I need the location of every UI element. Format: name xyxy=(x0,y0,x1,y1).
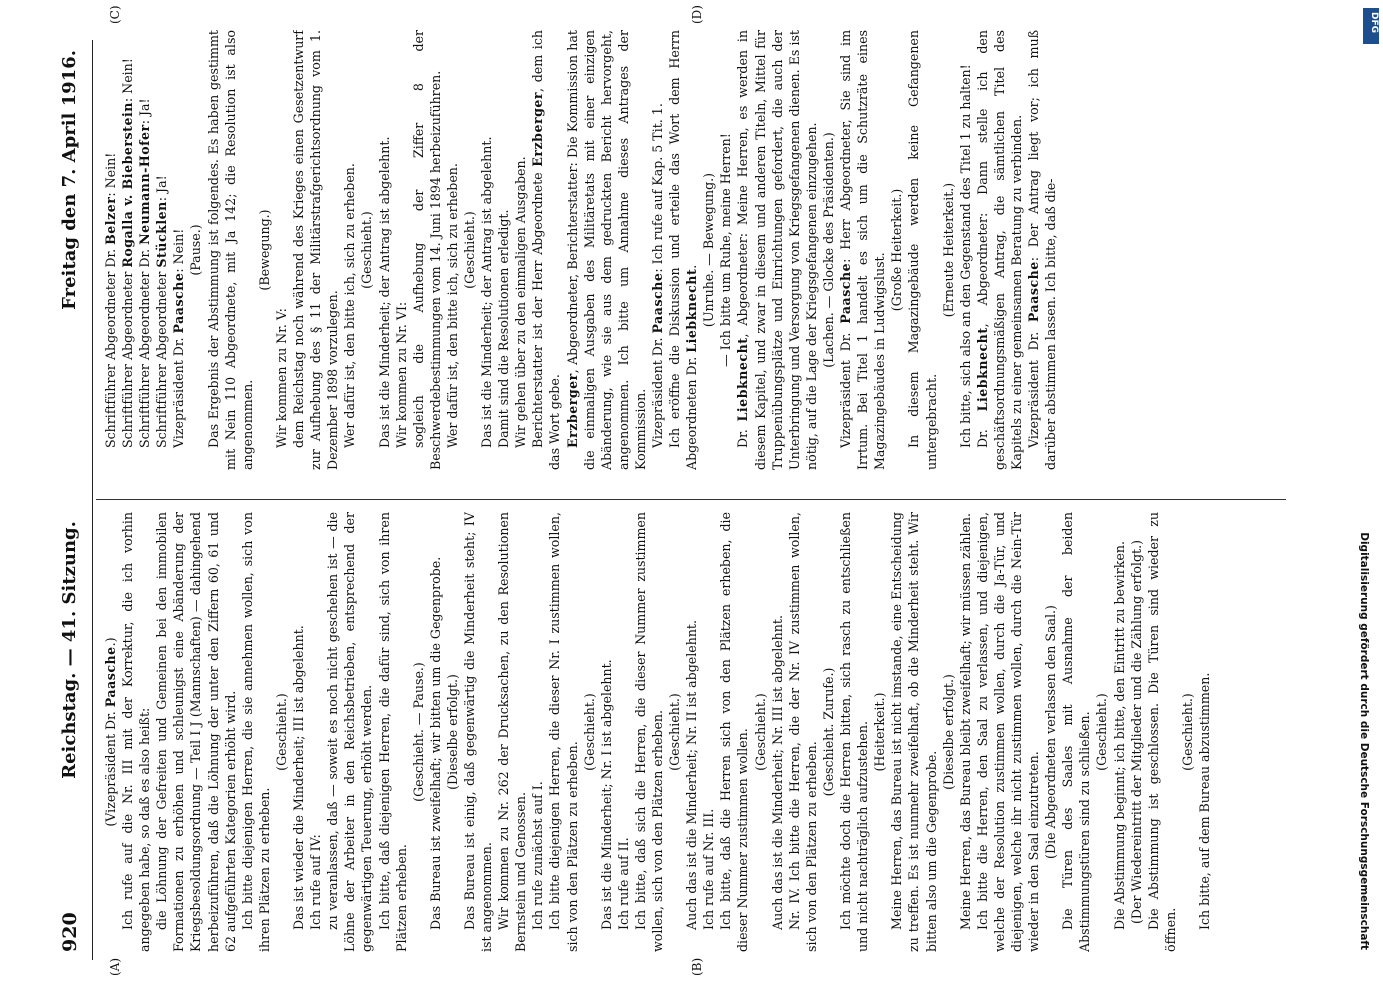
paragraph: Die Abstimmung beginnt; ich bitte, den Eintritt zu bewirken. xyxy=(1111,541,1127,930)
paragraph: Vizepräsident Dr. Paasche: Der Antrag liegt vor; ich muß darüber abstimmen lassen. Ich bitte, daß die- xyxy=(1026,30,1059,470)
stage-direction: (Geschieht.) xyxy=(273,693,289,771)
paragraph: Ich bitte diejenigen Herren, die sie annehmen wollen, sich von ihren Plätzen zu erheben. xyxy=(239,512,272,952)
paragraph: Wer dafür ist, den bitte ich, sich zu erheben. xyxy=(342,163,358,448)
stage-direction: (Vizepräsident Dr. Paasche.) xyxy=(103,637,118,827)
paragraph: Das Bureau ist einig, daß gegenwärtig die Minderheit steht; IV ist angenommen. xyxy=(461,512,495,952)
stage-direction: (Erneute Heiterkeit.) xyxy=(940,182,956,318)
paragraph: Ich rufe auf II. xyxy=(615,837,631,930)
paragraph: Ich bitte, daß diejenigen Herren, die dafür sind, sich von ihren Plätzen erheben. xyxy=(376,512,409,952)
digitization-credit xyxy=(1349,10,1379,1000)
paragraph: Wir gehen über zu den einmaligen Ausgaben. xyxy=(513,156,529,448)
paragraph: Meine Herren, das Bureau bleibt zweifelhaft; wir müssen zählen. xyxy=(957,512,973,930)
paragraph: Ich rufe zunächst auf I. xyxy=(530,781,546,930)
page-number: 920 xyxy=(59,912,81,952)
paragraph: Wir kommen zu Nr. VI: xyxy=(393,301,409,448)
paragraph: Das ist wieder die Minderheit; III ist abgelehnt. xyxy=(291,625,307,930)
paragraph: zu veranlassen, daß — soweit es noch nicht geschehen ist — die Löhne der Arbeiter in den Reichsbetrieben, entsprechend der gegenwärtigen Teuerung, erhöht werden. xyxy=(325,512,375,952)
page-header xyxy=(55,30,89,970)
stage-direction: (Geschieht.) xyxy=(461,211,477,289)
margin-marker-c: (C) xyxy=(108,5,122,24)
paragraph: Die Türen des Saales mit Ausnahme der beiden Abstimmungstüren sind zu schließen. xyxy=(1060,512,1093,952)
paragraph: Ich rufe auf Nr. III. xyxy=(701,808,717,930)
stage-direction: (Dieselbe erfolgt.) xyxy=(444,674,460,790)
left-column xyxy=(102,512,1282,952)
stage-direction: (Unruhe. — Bewegung.) xyxy=(701,172,717,328)
margin-marker-d: (D) xyxy=(690,5,704,24)
paragraph: Vizepräsident Dr. Paasche: Herr Abgeordneter, Sie sind im Irrtum. Bei Titel 1 handelt es sich um die Schutzräte eines Magazingebäudes in Ludwigslust. xyxy=(838,30,888,470)
paragraph: Dr. Liebknecht, Abgeordneter: Dann stelle ich den geschäftsordnungsmäßigen Antrag, die sämtlichen Titel des Kapitels zu einer gemeinsamen Beratung zu verbinden. xyxy=(974,30,1024,470)
paragraph: Ich rufe auf die Nr. III mit der Korrektur, die ich vorhin angegeben habe, so daß es also heißt: xyxy=(120,512,153,952)
paragraph: Berichterstatter ist der Herr Abgeordnete Erzberger, dem ich das Wort gebe. xyxy=(530,30,563,470)
paragraph: Auch das ist die Minderheit; Nr. III ist abgelehnt. xyxy=(769,615,785,930)
paragraph: Ich rufe auf IV: xyxy=(308,834,324,930)
paragraph: Damit sind die Resolutionen erledigt. xyxy=(496,209,512,448)
stage-direction: (Pause.) xyxy=(188,224,204,276)
stage-direction: (Bewegung.) xyxy=(256,209,272,291)
stage-direction: (Geschieht. — Pause.) xyxy=(410,662,426,802)
paragraph: Ich bitte, sich also an den Gegenstand des Titel 1 zu halten! xyxy=(957,64,973,448)
stage-direction: (Geschieht.) xyxy=(1179,693,1195,771)
paragraph: Schriftführer Abgeordneter Stücklen: Ja! xyxy=(154,175,170,448)
paragraph: Schriftführer Abgeordneter Dr. Belzer: Nein! xyxy=(103,152,118,448)
stage-direction: — Ich bitte um Ruhe, meine Herren! xyxy=(718,133,734,367)
paragraph: Vizepräsident Dr. Paasche: Nein! xyxy=(171,228,187,448)
stage-direction: (Lachen. — Glocke des Präsidenten.) xyxy=(820,132,836,368)
paragraph: Ich bitte, daß die Herren sich von den Plätzen erheben, die dieser Nummer zustimmen wollen. xyxy=(718,512,751,952)
margin-marker-b: (B) xyxy=(690,957,704,976)
column-divider xyxy=(96,499,1286,500)
paragraph: sogleich die Aufhebung der Ziffer 8 der Beschwerdebestimmungen vom 14. Juni 1894 herbeizuführen. xyxy=(410,30,443,470)
stage-direction: (Heiterkeit.) xyxy=(872,692,888,772)
paragraph: In diesem Magazingebäude werden keine Gefangenen untergebracht. xyxy=(906,30,939,470)
paragraph: dem Reichstag noch während des Krieges einen Gesetzentwurf zur Aufhebung des § 11 der Militärstrafgerichtsordnung vom 1. Dezember 1898 vorzulegen. xyxy=(291,30,341,470)
paragraph: Das Ergebnis der Abstimmung ist folgendes. Es haben gestimmt mit Nein 110 Abgeordnete, mit Ja 142; die Resolution ist also angenommen. xyxy=(205,30,255,470)
paragraph: Wir kommen zu Nr. V: xyxy=(273,308,289,448)
margin-marker-a: (A) xyxy=(108,957,122,976)
stage-direction: (Geschieht.) xyxy=(752,693,768,771)
paragraph: Schriftführer Abgeordneter Rogalla v. Bieberstein: Nein! xyxy=(120,58,136,448)
paragraph: die Löhnung der Gefreiten und Gemeinen bei den immobilen Formationen zu erhöhen und schleunigst eine Abänderung der Kriegsbesoldungsordnung — Teil I J (Mannschaften) — dahingehend herbeizuführen, daß die Löhnung der unter den Ziffern 60, 61 und 62 aufgeführten Kategorien erhöht wird. xyxy=(154,512,238,952)
paragraph: Das Bureau ist zweifelhaft; wir bitten um die Gegenprobe. xyxy=(427,556,443,930)
stage-direction: (Geschieht.) xyxy=(1094,693,1110,771)
paragraph: Vizepräsident Dr. Paasche: Ich rufe auf Kap. 5 Tit. 1. xyxy=(650,103,665,448)
paragraph: Nr. IV. Ich bitte die Herren, die der Nr. IV zustimmen wollen, sich von den Plätzen zu erheben. xyxy=(786,512,819,952)
stage-direction: (Große Heiterkeit.) xyxy=(889,188,905,312)
right-column xyxy=(102,30,1282,470)
credit-text: Digitalisierung gefördert durch die Deutsche Forschungsgemeinschaft xyxy=(1358,532,1370,950)
session-title: Reichstag. — 41. Sitzung. xyxy=(59,521,80,779)
stage-direction: (Geschieht. Zurufe.) xyxy=(820,667,836,797)
stage-direction: (Geschieht.) xyxy=(581,693,597,771)
paragraph: Die Abstimmung ist geschlossen. Die Türen sind wieder zu öffnen. xyxy=(1145,512,1178,952)
paragraph: Das ist die Minderheit; Nr. I ist abgelehnt. xyxy=(598,659,614,930)
stage-direction: (Geschieht.) xyxy=(667,693,683,771)
paragraph: Schriftführer Abgeordneter Dr. Neumann-Hofer: Ja! xyxy=(137,98,153,448)
paragraph: Ich bitte, daß sich die Herren, die dieser Nummer zustimmen wollen, sich von den Plätzen erheben. xyxy=(632,512,665,952)
paragraph: Ich bitte diejenigen Herren, die dieser Nr. I zustimmen wollen, sich von den Plätzen zu erheben. xyxy=(547,512,580,952)
paragraph: Dr. Liebknecht, Abgeordneter: Meine Herren, es werden in diesem Kapitel, und zwar in diesem und anderen Titeln, Mittel für Truppenübungsplätze und Einrichtungen gefordert, die auch der Unterbringung und Versorgung von Kriegsgefangenen dienen. Es ist nötig, auf die Lage der Kriegsgefangenen einzugehen. xyxy=(735,30,819,470)
paragraph: Wer dafür ist, den bitte ich, sich zu erheben. xyxy=(444,163,460,448)
paragraph: Das ist die Minderheit; der Antrag ist abgelehnt. xyxy=(376,136,392,448)
paragraph: Ich eröffne die Diskussion und erteile das Wort dem Herrn Abgeordneten Dr. Liebknecht. xyxy=(667,30,700,470)
dfg-logo xyxy=(1363,8,1379,44)
paragraph: Das ist die Minderheit; der Antrag ist abgelehnt. xyxy=(479,136,495,448)
paragraph: Meine Herren, das Bureau ist nicht imstande, eine Entscheidung zu treffen. Es ist nunmehr zweifelhaft, ob die Minderheit steht. Wir bitten also um die Gegenprobe. xyxy=(889,512,939,952)
stage-direction: (Die Abgeordneten verlassen den Saal.) xyxy=(1043,605,1059,859)
header-rule xyxy=(92,40,93,960)
stage-direction: (Dieselbe erfolgt.) xyxy=(940,674,956,790)
paragraph: Ich bitte, auf dem Bureau abzustimmen. xyxy=(1197,672,1212,930)
paragraph: Ich möchte doch die Herren bitten, sich rasch zu entschließen und nicht nachträglich aufzustehen. xyxy=(838,512,871,952)
paragraph: Auch das ist die Minderheit; Nr. II ist abgelehnt. xyxy=(684,620,700,930)
session-date: Freitag den 7. April 1916. xyxy=(59,50,80,310)
paragraph: Ich bitte die Herren, den Saal zu verlassen, und diejenigen, welche der Resolution zustimmen wollen, durch die Ja-Tür, und diejenigen, welche ihr nicht zustimmen wollen, durch die Nein-Tür wieder in den Saal einzutreten. xyxy=(974,512,1042,952)
stage-direction: (Der Wiedereintritt der Mitglieder und die Zählung erfolgt.) xyxy=(1128,540,1144,924)
stage-direction: (Geschieht.) xyxy=(359,211,375,289)
dfg-logo-text: DFG xyxy=(1369,12,1379,34)
paragraph: Wir kommen zu Nr. 262 der Drucksachen, zu den Resolutionen Bernstein und Genossen. xyxy=(496,512,529,952)
paragraph: Erzberger, Abgeordneter, Berichterstatter: Die Kommission hat die einmaligen Ausgaben des Militäretats mit einer einzigen Abänderung, wie sie aus dem gedruckten Bericht hervorgeht, angenommen. Ich bitte um Annahme dieses Antrages der Kommission. xyxy=(564,30,648,470)
